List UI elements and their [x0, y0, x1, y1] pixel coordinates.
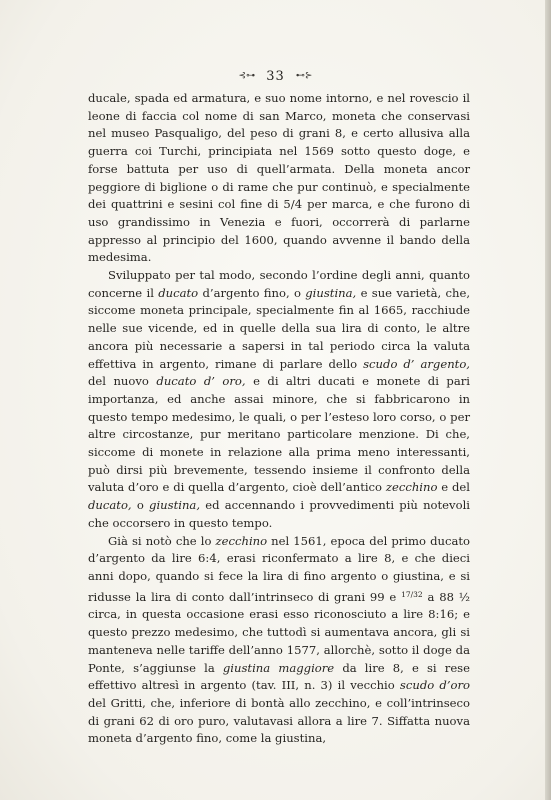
italic-term: giustina maggiore [222, 660, 335, 675]
text-run: del nuovo [88, 374, 157, 389]
paragraph [88, 267, 470, 533]
text-run: ducale, spada ed armatura, e suo nome intorno, e nel rovescio il leone di faccia col nome di san Marco, moneta che conservasi nel museo Pasqualigo, del peso di grani 8, e certo allusiva alla guerra coi Turchi, principiata nel 1569 sotto questo doge, e forse battuta per uso di quell’armata. Della moneta ancor peggiore di biglione o di rame che pur continuò, e specialmente dei quattrini e sesini col fine di 5/4 per marca, e che furono di uso grandissimo in Venezia e fuori, occorrerà di parlarne appresso al principio del 1600, quando avvenne il bando della medesima. [88, 91, 470, 265]
text-run: ed accennando i provvedimenti più notevoli che occorsero in questo tempo. [88, 498, 470, 530]
text-run: d’argento fino, o [198, 285, 306, 300]
italic-term: zecchino [215, 533, 268, 548]
text-run: e di altri ducati e monete di pari importanza, ed anche assai minore, che si fabbricarono in questo tempo medesimo, le quali, o per l’esteso loro corso, o per altre circostanze, pur meritano particolare menzione. Di che, siccome di monete in relazione alla prima meno interessanti, può dirsi più brevemente, tessendo insieme il confronto della valuta d’oro e di quella d’argento, cioè dell’antico [88, 374, 470, 495]
paragraph [88, 533, 470, 748]
text-run: Già si notò che lo [108, 533, 216, 548]
italic-term: ducato [158, 285, 199, 300]
paragraph [88, 90, 470, 267]
text-run: o [131, 498, 150, 513]
italic-term: ducato d’ oro, [156, 374, 246, 389]
ornament-right-icon: ⊷⊱ [295, 71, 313, 81]
italic-term: scudo d’oro [399, 678, 471, 693]
page-header [0, 69, 551, 84]
text-run: da lire 8, e si rese effettivo altresì in argento (tav. III, n. 3) il vecchio [88, 660, 470, 693]
italic-term: giustina, [149, 498, 201, 513]
text-run: e sue varietà, che, siccome moneta principale, specialmente fin al 1665, racchiude nelle sue vicende, ed in quelle della sua lira di conto, le altre ancora più necessarie a sapersi in tal periodo circa la valuta effettiva in argento, rimane di parlare dello [88, 285, 471, 371]
text-run: Sviluppato per tal modo, secondo l’ordine degli anni, quanto concerne il [88, 268, 470, 300]
text-run: del Gritti, che, inferiore di bontà allo zecchino, e coll’intrinseco di grani 62 di oro puro, valutavasi allora a lire 7. Siffatta nuova moneta d’argento fino, come la giustina, [88, 695, 470, 746]
text-run: e del [437, 480, 470, 495]
page-edge-shadow [545, 0, 551, 800]
text-run: nel 1561, epoca del primo ducato d’argento da lire 6:4, erasi riconfermato a lire 8, e che dieci anni dopo, quando si fece la lira di fino argento o giustina, e si ridusse la lira di conto dall’intrinseco di grani 99 e [88, 533, 471, 604]
italic-term: scudo d’ argento, [363, 356, 470, 371]
fraction-superscript: 17/32 [401, 589, 423, 599]
italic-term: zecchino [385, 480, 438, 495]
body-text [88, 90, 470, 748]
text-run: a 88 ½ circa, in questa occasione erasi esso riconosciuto a lire 8:16; e questo prezzo medesimo, che tuttodì si aumentava ancora, gli si manteneva nelle tariffe dell’anno 1577, allorchè, sotto il doge da Ponte, s’aggiunse la [88, 589, 470, 675]
italic-term: ducato, [88, 498, 132, 513]
ornament-left-icon: ⊰⊶ [238, 71, 256, 81]
italic-term: giustina, [305, 285, 357, 300]
page-number: 33 [266, 69, 285, 84]
